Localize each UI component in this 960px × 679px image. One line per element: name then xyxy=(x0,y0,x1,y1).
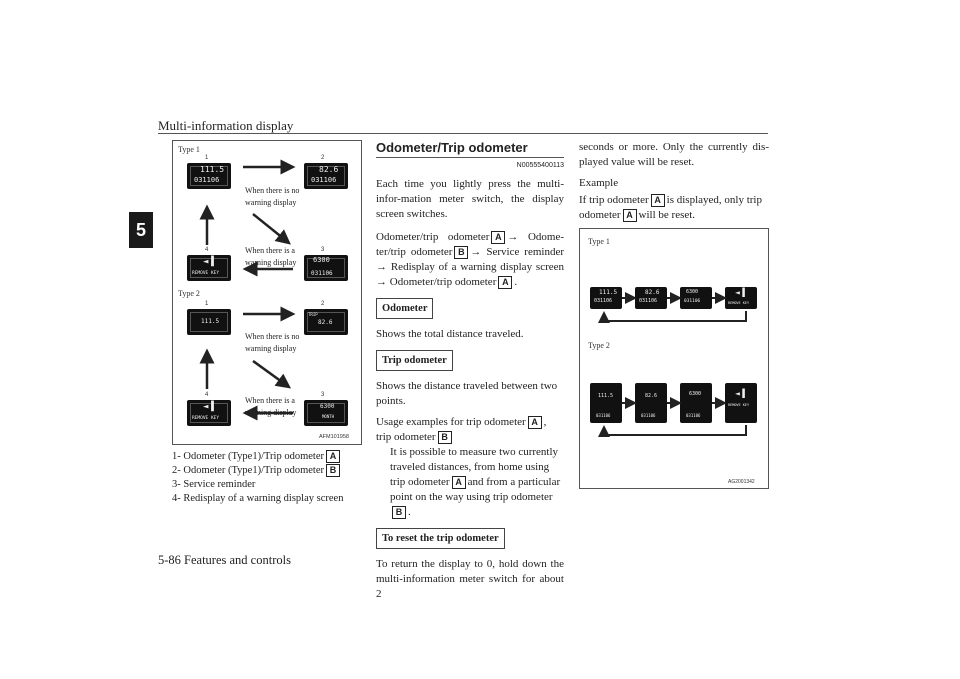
usage-text: Usage examples for trip odometer A , trip odometer B xyxy=(376,416,547,443)
page-footer-number: 5-86 Features and controls xyxy=(158,553,291,567)
reset-heading: To reset the trip odometer xyxy=(376,528,505,549)
lcd-type2-remove-key: ◄▐ REMOVE KEY xyxy=(187,400,231,426)
no-warning-caption-type2: When there is no warning display xyxy=(245,332,300,353)
figure-code: AFM101958 xyxy=(319,434,349,440)
page-header-title: Multi-information display xyxy=(158,118,294,133)
lcd-example-4: ◄▐ REMOVE KEY xyxy=(725,287,757,309)
step-number: 1 xyxy=(205,155,209,161)
lcd-odo-trip-b: 82.6 031106 xyxy=(304,163,348,189)
lcd-service-reminder: 6300 031106 xyxy=(304,255,348,281)
step-number: 4 xyxy=(205,247,209,253)
type1-label: Type 1 xyxy=(588,237,610,246)
lcd-example-6: 82.6 031106 xyxy=(635,383,667,423)
type2-label: Type 2 xyxy=(178,289,200,298)
odometer-text: Shows the total distance traveled. xyxy=(376,328,524,340)
reset-continued: seconds or more. Only the currently dis-played value will be reset. xyxy=(579,141,769,168)
figure-code: AG2001342 xyxy=(728,479,755,485)
legend-item: 3- Service reminder xyxy=(172,479,256,490)
usage-detail: It is possible to measure two currently traveled distances, from home using trip odometer A and from a particular point on the way using trip odometerB . xyxy=(390,446,561,518)
lcd-type2-trip-b: TRIP 82.6 xyxy=(304,309,348,335)
example-text: If trip odometer A is displayed, only trip odometer A will be reset. xyxy=(579,194,762,221)
warning-caption: When there is a warning display xyxy=(245,246,297,267)
legend-item: 1- Odometer (Type1)/Trip odometer A xyxy=(172,450,362,464)
lcd-example-2: 82.6 031106 xyxy=(635,287,667,309)
figure-legend xyxy=(172,450,362,506)
type2-label: Type 2 xyxy=(588,341,610,350)
lcd-type2-service: 6300 MONTH xyxy=(304,400,348,426)
warning-caption-type2: When there is a warning display xyxy=(245,396,297,417)
lcd-example-5: 111.5 031106 xyxy=(590,383,622,423)
trip-odometer-text: Shows the distance traveled between two points. xyxy=(376,380,558,407)
lcd-type2-trip-a: 111.5 xyxy=(187,309,231,335)
trip-odometer-heading: Trip odometer xyxy=(376,350,453,371)
lcd-remove-key: ◄▐ REMOVE KEY xyxy=(187,255,231,281)
odometer-heading: Odometer xyxy=(376,298,433,319)
chapter-tab: 5 xyxy=(129,212,153,248)
step-number: 1 xyxy=(205,301,209,307)
type1-label: Type 1 xyxy=(178,145,200,154)
right-column xyxy=(579,140,769,223)
example-label: Example xyxy=(579,177,619,189)
reset-text: To return the display to 0, hold down the multi-information meter switch for about 2 xyxy=(376,558,564,600)
lcd-example-1: 111.5 031106 xyxy=(590,287,622,309)
middle-column xyxy=(376,140,564,602)
lcd-odo-trip-a: 111.5 031106 xyxy=(187,163,231,189)
figure-reset-example xyxy=(579,228,769,489)
section-code: N00555400113 xyxy=(516,162,564,169)
no-warning-caption: When there is no warning display xyxy=(245,186,300,207)
lcd-example-7: 6300 031106 xyxy=(680,383,712,423)
step-number: 3 xyxy=(321,392,325,398)
step-number: 3 xyxy=(321,247,325,253)
header-rule xyxy=(158,133,768,134)
step-number: 2 xyxy=(321,155,325,161)
step-number: 2 xyxy=(321,301,325,307)
section-title: Odometer/Trip odometer xyxy=(376,140,528,155)
lcd-example-8: ◄▐ REMOVE KEY xyxy=(725,383,757,423)
reset-arrows xyxy=(580,229,768,488)
lcd-example-3: 6300 031106 xyxy=(680,287,712,309)
step-number: 4 xyxy=(205,392,209,398)
para-intro: Each time you lightly press the multi-infor-mation meter switch, the display screen switches. xyxy=(376,178,564,220)
figure-display-sequence xyxy=(172,140,362,445)
legend-item: 4- Redisplay of a warning display screen xyxy=(172,493,344,504)
para-sequence: Odometer/trip odometer A → Odome-ter/trip odometer B → Service reminder → Redisplay of a warning display screen → Odometer/trip odometer A . xyxy=(376,231,565,288)
legend-item: 2- Odometer (Type1)/Trip odometer B xyxy=(172,464,362,478)
